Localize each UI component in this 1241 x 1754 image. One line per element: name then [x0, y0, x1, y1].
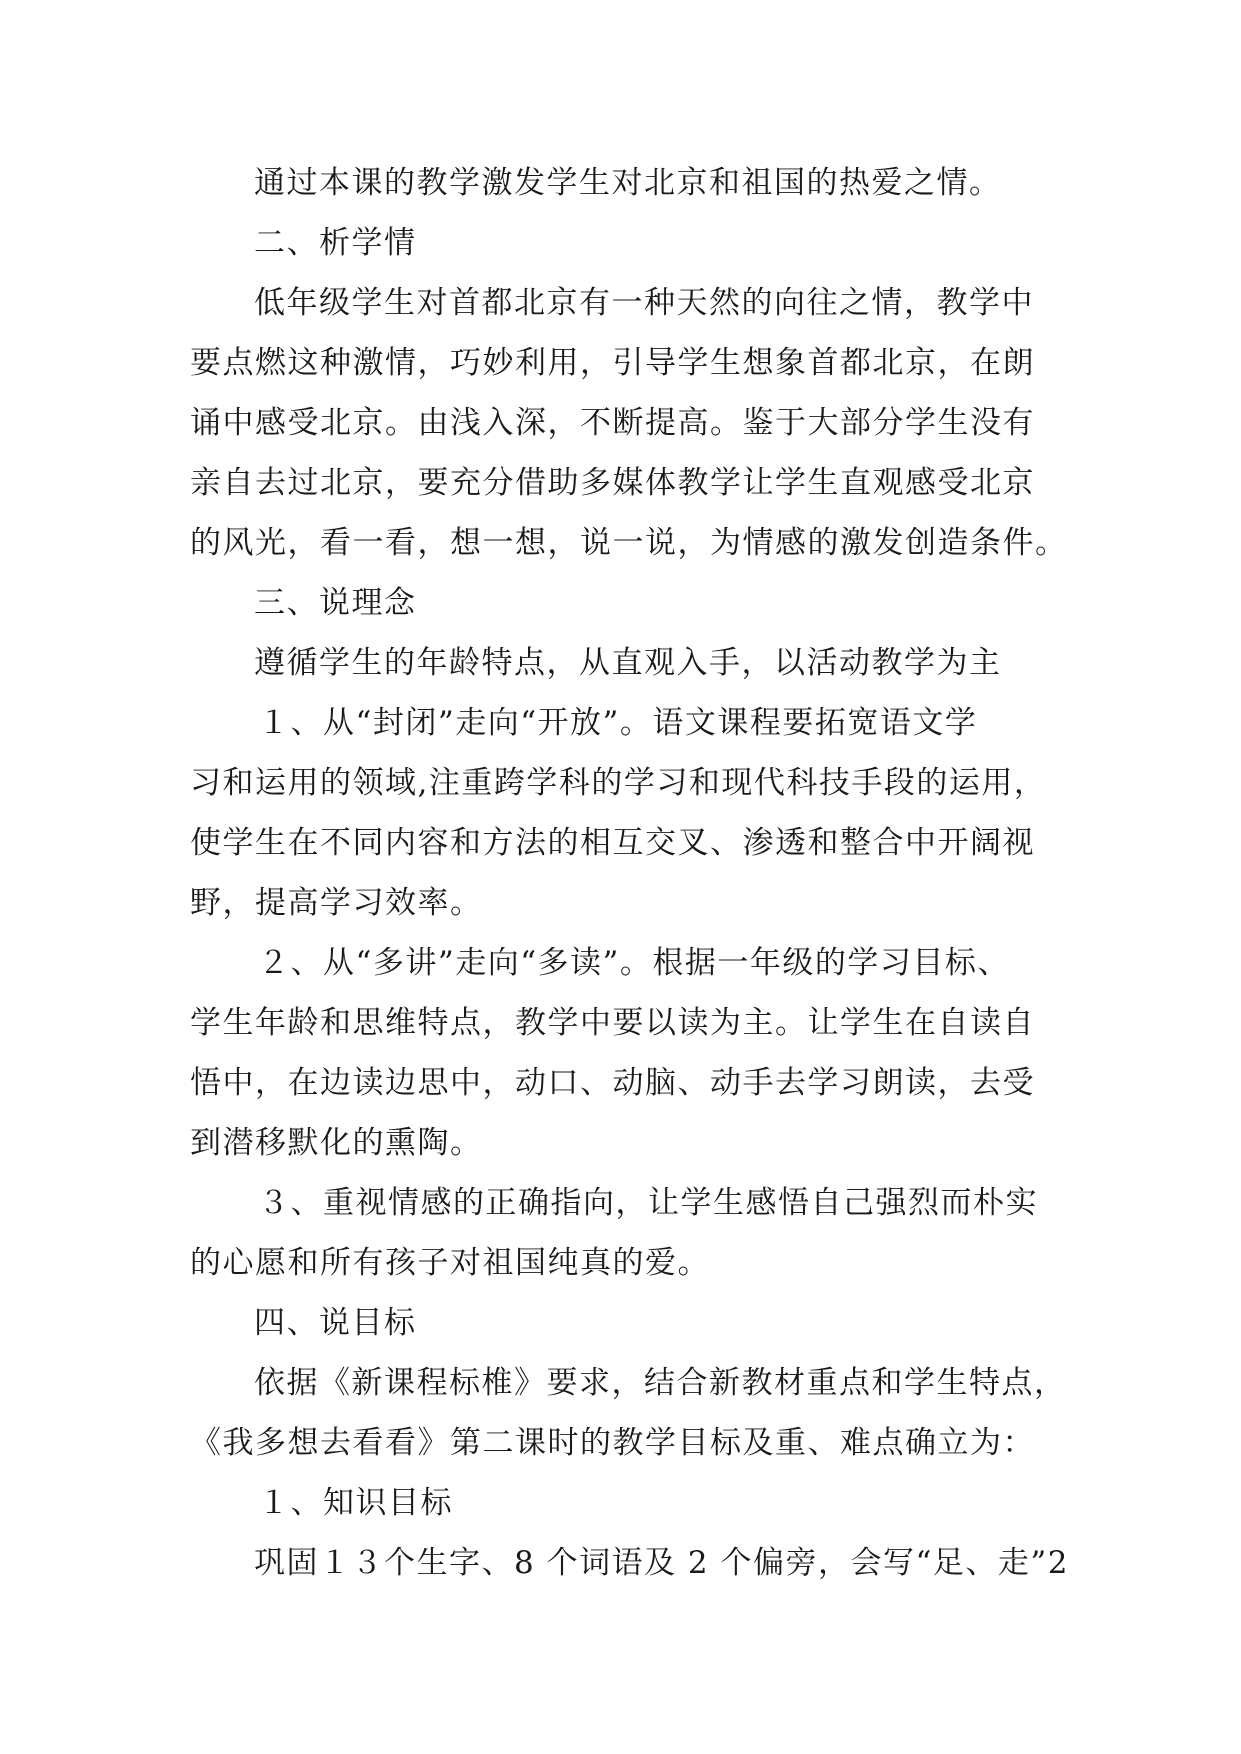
paragraph-line: 巩固１３个生字、8 个词语及 2 个偏旁，会写“足、走”2: [254, 1545, 1069, 1581]
paragraph-line: 亲自去过北京，要充分借助多媒体教学让学生直观感受北京: [190, 465, 1035, 501]
paragraph-line: 学生年龄和思维特点，教学中要以读为主。让学生在自读自: [190, 1005, 1035, 1041]
paragraph-line: 《我多想去看看》第二课时的教学目标及重、难点确立为：: [190, 1425, 1035, 1461]
paragraph-line: 悟中，在边读边思中，动口、动脑、动手去学习朗读，去受: [190, 1065, 1035, 1101]
section-heading: 三、说理念: [254, 585, 417, 621]
subsection-heading: １、知识目标: [258, 1485, 453, 1521]
paragraph-line: 诵中感受北京。由浅入深，不断提高。鉴于大部分学生没有: [190, 405, 1035, 441]
section-heading: 二、析学情: [254, 225, 417, 261]
section-heading: 四、说目标: [254, 1305, 417, 1341]
list-item-line: １、从“封闭”走向“开放”。语文课程要拓宽语文学: [258, 705, 978, 741]
paragraph-line: 通过本课的教学激发学生对北京和祖国的热爱之情。: [254, 165, 1002, 201]
paragraph-line: 习和运用的领域,注重跨学科的学习和现代科技手段的运用，: [190, 765, 1047, 801]
paragraph-line: 要点燃这种激情，巧妙利用，引导学生想象首都北京，在朗: [190, 345, 1035, 381]
paragraph-line: 低年级学生对首都北京有一种天然的向往之情，教学中: [254, 285, 1034, 321]
paragraph-line: 使学生在不同内容和方法的相互交叉、渗透和整合中开阔视: [190, 825, 1035, 861]
paragraph-line: 的心愿和所有孩子对祖国纯真的爱。: [190, 1245, 710, 1281]
paragraph-line: 的风光，看一看，想一想，说一说，为情感的激发创造条件。: [190, 525, 1068, 561]
list-item-line: ２、从“多讲”走向“多读”。根据一年级的学习目标、: [258, 945, 1010, 981]
paragraph-line: 遵循学生的年龄特点，从直观入手，以活动教学为主: [254, 645, 1002, 681]
paragraph-line: 野，提高学习效率。: [190, 885, 483, 921]
list-item-line: ３、重视情感的正确指向，让学生感悟自己强烈而朴实: [258, 1185, 1038, 1221]
paragraph-line: 到潜移默化的熏陶。: [190, 1125, 483, 1161]
paragraph-line: 依据《新课程标椎》要求，结合新教材重点和学生特点，: [254, 1365, 1067, 1401]
